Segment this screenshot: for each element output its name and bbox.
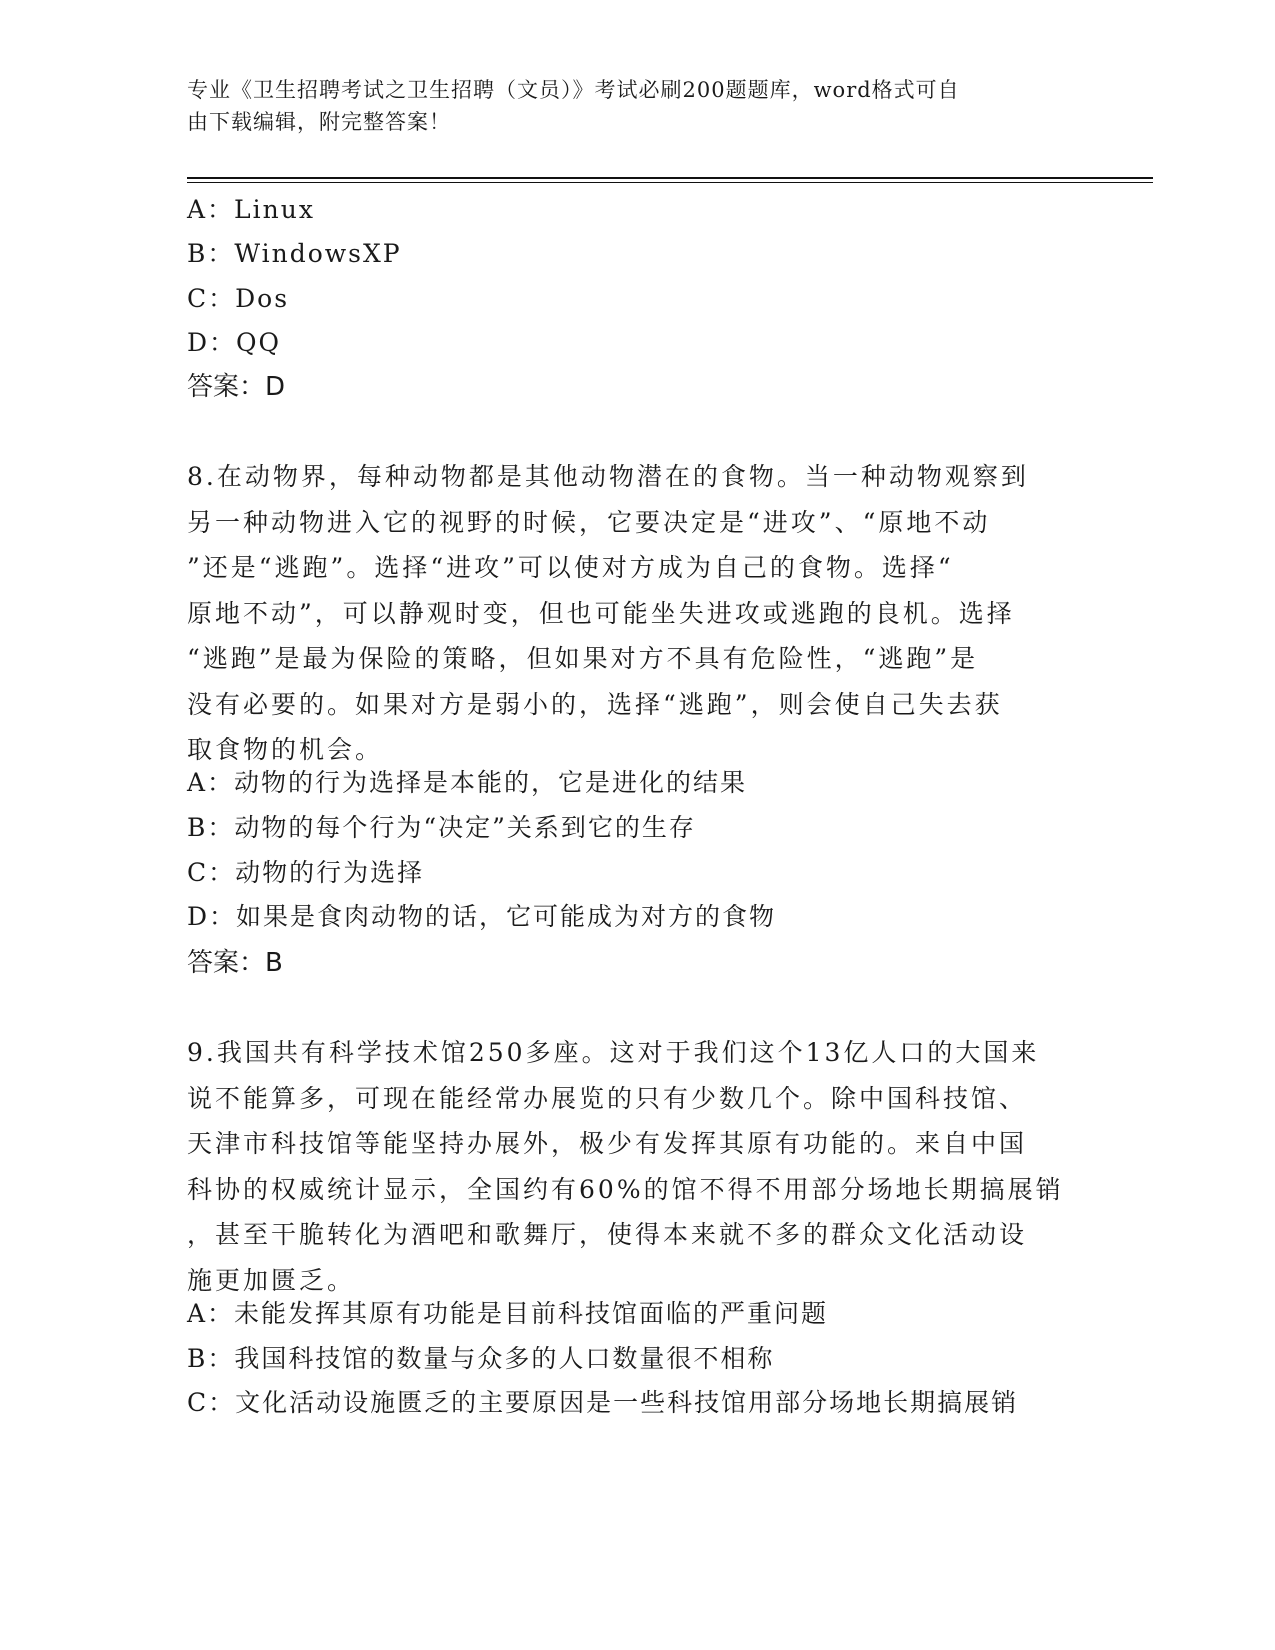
- q8-stem-line: 另一种动物进入它的视野的时候，它要决定是“进攻”、“原地不动: [187, 507, 991, 537]
- q8-stem: [187, 454, 1087, 773]
- q9-stem-line: 说不能算多，可现在能经常办展览的只有少数几个。除中国科技馆、: [187, 1083, 1028, 1113]
- q9-option-b: B：我国科技馆的数量与众多的人口数量很不相称: [187, 1344, 775, 1373]
- q8-stem-line: ”还是“逃跑”。选择“进攻”可以使对方成为自己的食物。选择“: [187, 553, 954, 582]
- q8-stem-line: 8.在动物界，每种动物都是其他动物潜在的食物。当一种动物观察到: [187, 462, 1029, 491]
- q7-option-d: D：QQ: [187, 328, 282, 357]
- q9-stem-line: 9.我国共有科学技术馆250多座。这对于我们这个13亿人口的大国来: [187, 1038, 1040, 1067]
- q9-stem: [187, 1030, 1087, 1303]
- q7-option-a: A：Linux: [187, 195, 315, 224]
- header-divider-thick: [187, 177, 1153, 179]
- q9-option-a: A：未能发挥其原有功能是目前科技馆面临的严重问题: [187, 1299, 829, 1328]
- q8-stem-line: 取食物的机会。: [187, 735, 384, 764]
- document-header: [187, 74, 1067, 138]
- q8-option-b: B：动物的每个行为“决定”关系到它的生存: [187, 813, 696, 842]
- q9-stem-line: 天津市科技馆等能坚持办展外，极少有发挥其原有功能的。来自中国: [187, 1129, 1028, 1158]
- q7-answer: 答案：D: [187, 372, 286, 402]
- q8-stem-line: 原地不动”，可以静观时变，但也可能坐失进攻或逃跑的良机。选择: [187, 598, 1015, 628]
- q7-option-b: B：WindowsXP: [187, 239, 402, 268]
- q9-stem-line: 科协的权威统计显示，全国约有60%的馆不得不用部分场地长期搞展销: [187, 1174, 1064, 1204]
- q8-stem-line: 没有必要的。如果对方是弱小的，选择“逃跑”，则会使自己失去获: [187, 689, 1003, 719]
- q9-stem-line: ，甚至干脆转化为酒吧和歌舞厅，使得本来就不多的群众文化活动设: [187, 1220, 1028, 1249]
- q8-answer: 答案：B: [187, 948, 283, 978]
- q7-option-c: C：Dos: [187, 284, 290, 313]
- q8-option-d: D：如果是食肉动物的话，它可能成为对方的食物: [187, 902, 777, 931]
- q9-option-c: C：文化活动设施匮乏的主要原因是一些科技馆用部分场地长期搞展销: [187, 1388, 1019, 1417]
- q9-stem-line: 施更加匮乏。: [187, 1265, 356, 1295]
- q8-option-a: A：动物的行为选择是本能的，它是进化的结果: [187, 768, 748, 797]
- header-title-line-2: 由下载编辑，附完整答案！: [187, 110, 451, 134]
- q8-option-c: C：动物的行为选择: [187, 858, 425, 887]
- q8-stem-line: “逃跑”是最为保险的策略，但如果对方不具有危险性，“逃跑”是: [187, 644, 979, 673]
- header-title-line-1: 专业《卫生招聘考试之卫生招聘（文员）》考试必刷200题题库，word格式可自: [187, 78, 960, 102]
- header-divider-thin: [187, 182, 1153, 183]
